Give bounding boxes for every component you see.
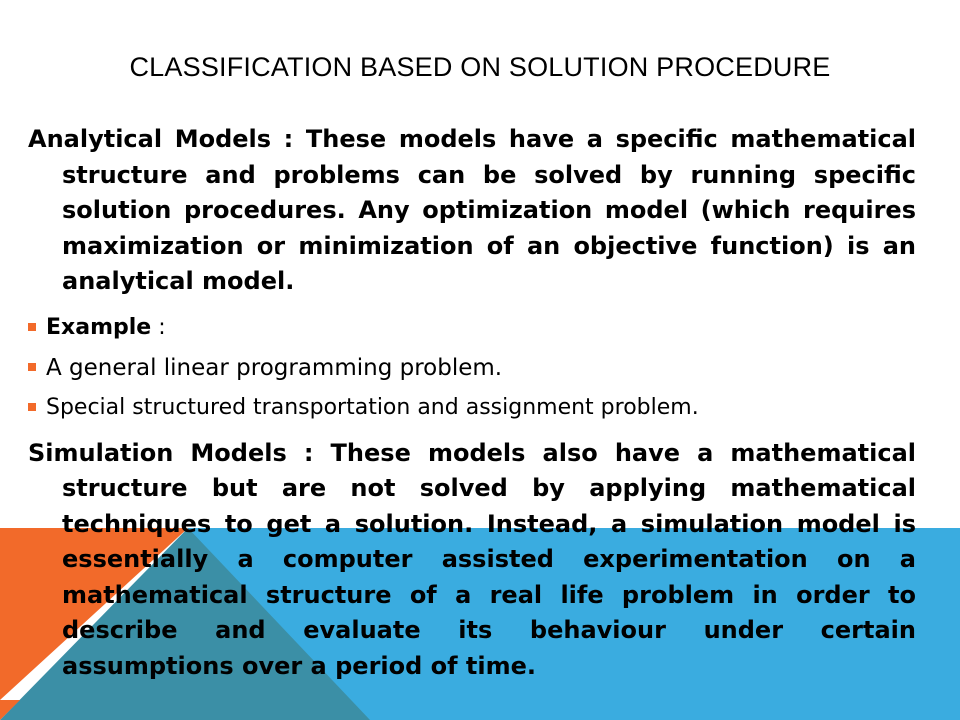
slide-content [28,122,916,684]
analytical-models-paragraph [28,122,916,300]
simulation-models-paragraph [28,436,916,685]
analytical-models-term: Analytical Models [28,125,272,153]
list-item-text: A general linear programming problem. [46,354,503,381]
list-item-text: Special structured transportation and assignment problem. [46,394,699,420]
example-label: Example [46,314,152,340]
simulation-models-term: Simulation Models [28,438,287,467]
slide-title: CLASSIFICATION BASED ON SOLUTION PROCEDURE [129,52,831,82]
simulation-models-text: : These models also have a mathematical structure but are not solved by applying mathematical techniques to get a solution. Instead, a simulation model is essentially a computer assisted experimentation on a mathematical structure of a real life problem in order to describe and evaluate its behaviour under certain assumptions over a period of time. [62,438,917,680]
square-bullet-icon [28,363,36,371]
list-item-linear-programming [28,348,916,388]
list-item-example [28,308,916,348]
square-bullet-icon [28,323,36,331]
example-list [28,308,916,428]
list-item-transportation [28,388,916,428]
analytical-models-text: : These models have a specific mathematical structure and problems can be solved by running specific solution procedures. Any optimization model (which requires maximization or minimization of an objective function) is an analytical model. [62,125,916,295]
example-suffix: : [151,314,166,340]
square-bullet-icon [28,403,36,411]
